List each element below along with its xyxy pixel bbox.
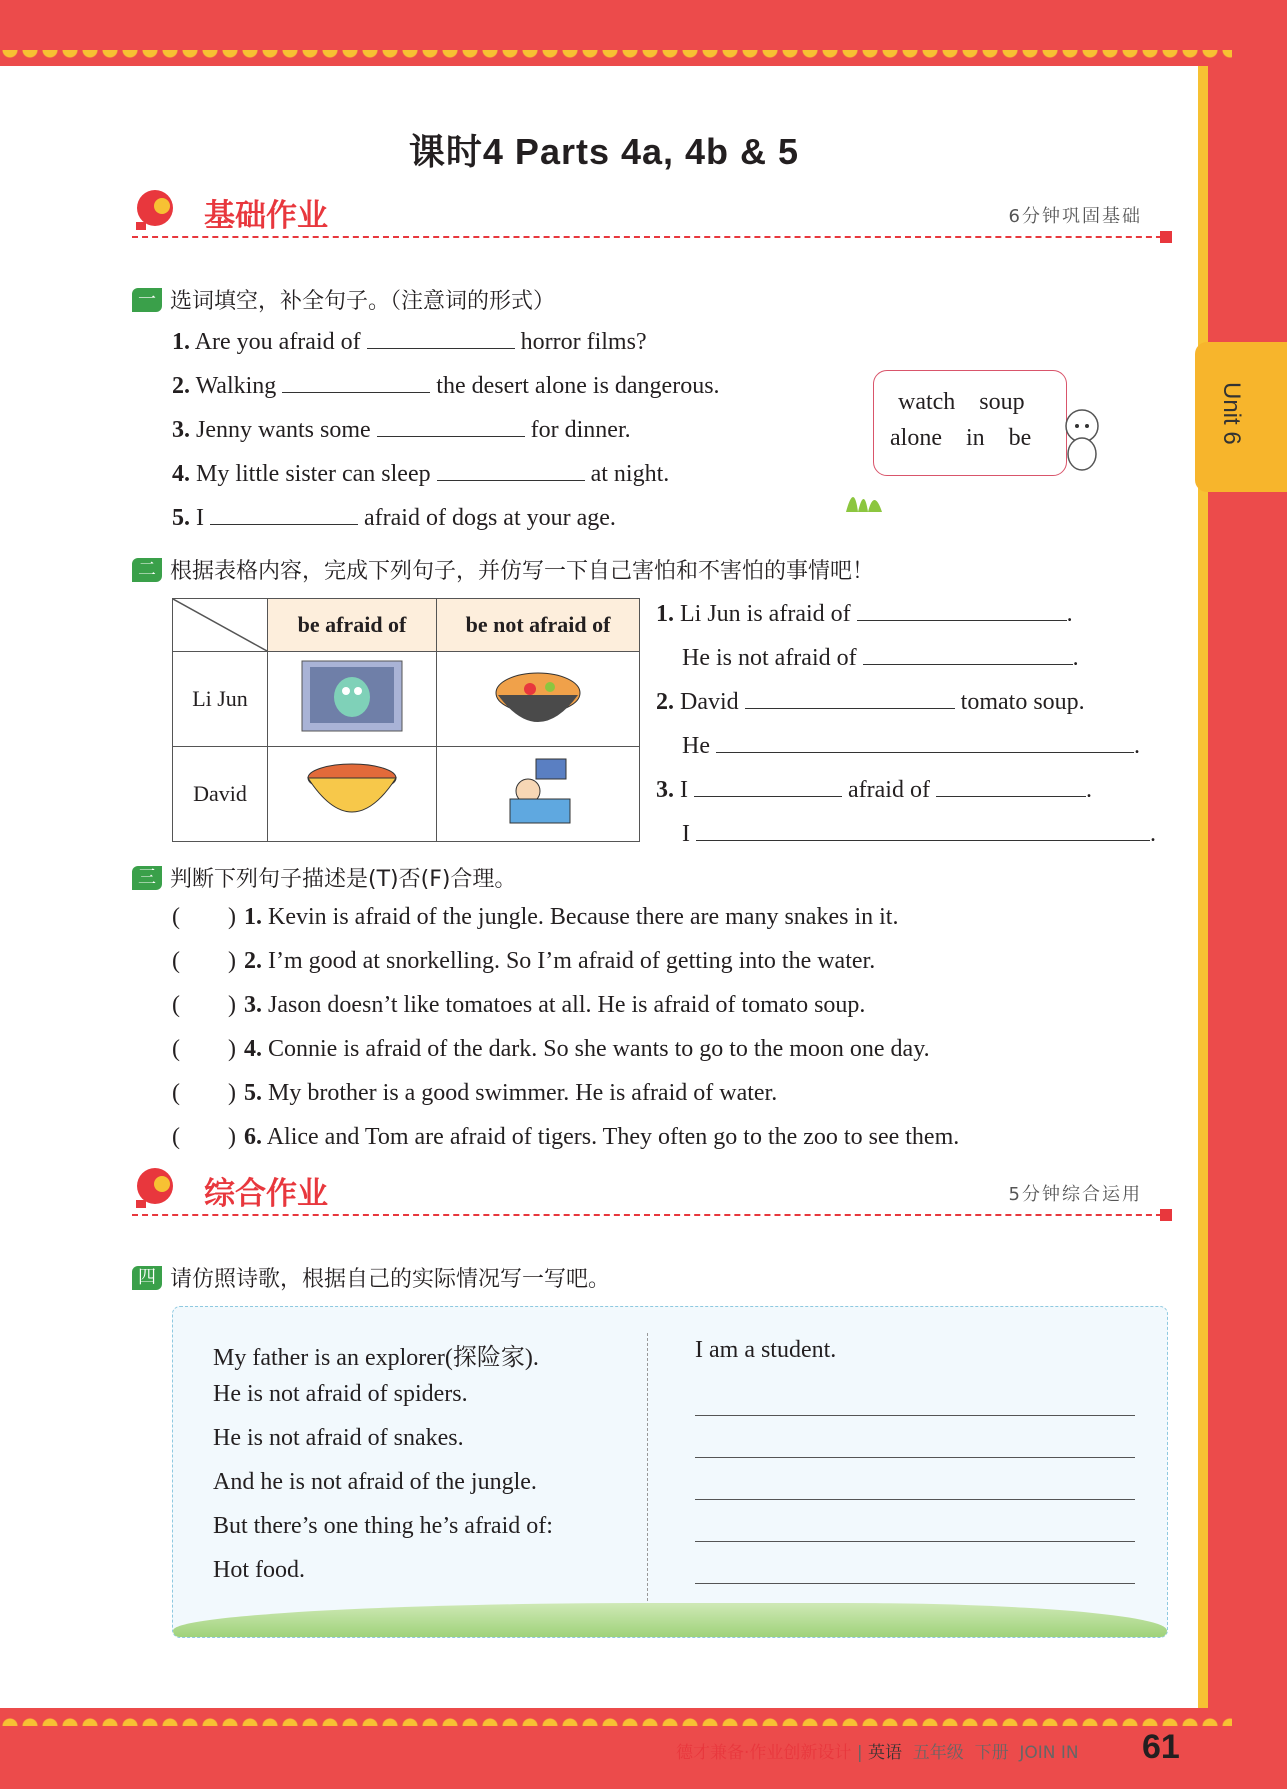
tf-item <box>172 1124 959 1151</box>
q-number: 2. <box>172 373 190 399</box>
footer <box>676 1738 1079 1763</box>
bell-icon <box>132 186 178 232</box>
answer-blank[interactable] <box>696 818 1150 841</box>
q-text: I <box>682 821 690 847</box>
q-number: 1. <box>244 904 262 930</box>
q-text: afraid of <box>848 777 930 803</box>
q-text: afraid of dogs at your age. <box>364 505 616 531</box>
s3b-line: I . <box>682 818 1156 848</box>
q3-line <box>172 414 631 444</box>
writing-line[interactable] <box>695 1415 1135 1416</box>
row-header: Li Jun <box>173 652 268 747</box>
answer-blank[interactable] <box>694 774 842 797</box>
q-number: 5. <box>172 505 190 531</box>
poem-box <box>172 1306 1168 1638</box>
fear-table <box>172 598 640 842</box>
q-number: 4. <box>244 1036 262 1062</box>
s2b-line: He . <box>682 730 1140 760</box>
table-cell <box>437 652 640 747</box>
q-number: 3. <box>244 992 262 1018</box>
q-text: I <box>196 505 204 531</box>
task-3-label <box>132 862 516 893</box>
footer-volume: 下册 <box>974 1743 1009 1763</box>
q-text: tomato soup. <box>960 689 1085 715</box>
q-text: I <box>680 777 688 803</box>
answer-blank[interactable] <box>437 458 585 481</box>
word-bank-row: alone in be <box>890 425 1032 451</box>
bottom-border <box>0 1708 1232 1726</box>
bell-icon <box>132 1164 178 1210</box>
task-number: 一 <box>132 288 162 312</box>
poem-line: And he is not afraid of the jungle. <box>213 1469 537 1495</box>
footer-grade: 五年级 <box>912 1743 964 1763</box>
poem-line: He is not afraid of spiders. <box>213 1381 468 1407</box>
footer-brand: 德才兼备·作业创新设计 <box>676 1743 852 1763</box>
task-4-label <box>132 1262 610 1293</box>
q4-line <box>172 458 669 488</box>
table-cell <box>268 652 437 747</box>
s1a-line: 1. Li Jun is afraid of . <box>656 598 1073 628</box>
answer-blank[interactable] <box>936 774 1086 797</box>
s1b-line: He is not afraid of . <box>682 642 1079 672</box>
food-bowl-icon <box>490 659 586 733</box>
q1-line <box>172 326 647 356</box>
task-instruction: 请仿照诗歌，根据自己的实际情况写一写吧。 <box>170 1267 611 1292</box>
q-text: Are you afraid of <box>194 329 361 355</box>
task-number: 二 <box>132 558 162 582</box>
footer-subject: 英语 <box>867 1743 902 1763</box>
footer-edition: JOIN IN <box>1019 1743 1079 1763</box>
answer-paren[interactable]: ( ) <box>172 992 236 1018</box>
writing-line[interactable] <box>695 1541 1135 1542</box>
dashed-divider <box>132 1214 1172 1216</box>
section-title: 综合作业 <box>204 1176 328 1212</box>
q2-line <box>172 370 720 400</box>
unit-tab-label: Unit 6 <box>1218 382 1245 445</box>
unit-tab <box>1195 342 1287 492</box>
answer-blank[interactable] <box>863 642 1073 665</box>
writing-line[interactable] <box>695 1499 1135 1500</box>
q-text: at night. <box>590 461 670 487</box>
task-2-label <box>132 554 874 585</box>
poem-start-line: I am a student. <box>695 1337 837 1363</box>
footer-separator: | <box>856 1743 863 1763</box>
answer-paren[interactable]: ( ) <box>172 1080 236 1106</box>
grass-icon <box>844 478 884 514</box>
tf-item <box>172 1036 930 1063</box>
q-text: He <box>682 733 710 759</box>
page-number: 61 <box>1142 1728 1180 1766</box>
answer-paren[interactable]: ( ) <box>172 948 236 974</box>
section-basic-header <box>132 186 1172 240</box>
tomato-soup-icon <box>304 756 400 826</box>
tf-item <box>172 992 865 1019</box>
table-corner <box>173 599 268 652</box>
diagonal-line <box>173 599 267 651</box>
tf-item <box>172 948 875 975</box>
column-divider <box>647 1333 648 1601</box>
q-text: Connie is afraid of the dark. So she wants to go to the moon one day. <box>268 1036 930 1062</box>
task-instruction: 根据表格内容，完成下列句子，并仿写一下自己害怕和不害怕的事情吧！ <box>170 559 875 584</box>
q-number: 3. <box>656 777 674 803</box>
table-header: be not afraid of <box>437 599 640 652</box>
writing-line[interactable] <box>695 1457 1135 1458</box>
q-text: He is not afraid of <box>682 645 857 671</box>
q5-line <box>172 502 616 532</box>
q-number: 6. <box>244 1124 262 1150</box>
word-bank-row: watch soup <box>898 389 1025 415</box>
q-text: Li Jun is afraid of <box>680 601 851 627</box>
section-note: 5分钟综合运用 <box>1008 1184 1142 1205</box>
worksheet-page <box>0 66 1208 1766</box>
q-text: My little sister can sleep <box>196 461 431 487</box>
answer-blank[interactable] <box>745 686 955 709</box>
q-number: 3. <box>172 417 190 443</box>
task-number: 三 <box>132 866 162 890</box>
answer-paren[interactable]: ( ) <box>172 1036 236 1062</box>
table-header: be afraid of <box>268 599 437 652</box>
q-text: Alice and Tom are afraid of tigers. They often go to the zoo to see them. <box>266 1124 960 1150</box>
poem-line: Hot food. <box>213 1557 305 1583</box>
q-text: the desert alone is dangerous. <box>436 373 720 399</box>
divider-end <box>1160 231 1172 243</box>
dashed-divider <box>132 236 1172 238</box>
s3a-line: 3. I afraid of . <box>656 774 1092 804</box>
word-bank <box>873 370 1067 476</box>
task-instruction: 选词填空，补全句子。（注意词的形式） <box>170 289 556 314</box>
task-instruction: 判断下列句子描述是(T)否(F)合理。 <box>170 867 517 892</box>
answer-blank[interactable] <box>282 370 430 393</box>
task-1-label <box>132 284 555 315</box>
q-text: horror films? <box>520 329 647 355</box>
answer-blank[interactable] <box>367 326 515 349</box>
q-number: 2. <box>656 689 674 715</box>
q-text: My brother is a good swimmer. He is afraid of water. <box>268 1080 778 1106</box>
answer-blank[interactable] <box>210 502 358 525</box>
q-number: 1. <box>172 329 190 355</box>
tf-item <box>172 1080 777 1107</box>
q-text: Jenny wants some <box>196 417 371 443</box>
poem-line: He is not afraid of snakes. <box>213 1425 464 1451</box>
poem-line: My father is an explorer(探险家). <box>213 1345 539 1371</box>
table-cell <box>268 747 437 842</box>
section-title: 基础作业 <box>204 198 328 234</box>
task-number: 四 <box>132 1266 162 1290</box>
q-number: 4. <box>172 461 190 487</box>
q-text: I’m good at snorkelling. So I’m afraid of getting into the water. <box>268 948 876 974</box>
poem-line: But there’s one thing he’s afraid of: <box>213 1513 553 1539</box>
q-number: 5. <box>244 1080 262 1106</box>
divider-end <box>1160 1209 1172 1221</box>
sleeping-boy-icon <box>500 755 576 827</box>
s2a-line <box>656 686 1085 716</box>
q-text: Walking <box>195 373 277 399</box>
monster-tv-icon <box>300 659 404 733</box>
writing-line[interactable] <box>695 1583 1135 1584</box>
q-text: Kevin is afraid of the jungle. Because there are many snakes in it. <box>268 904 899 930</box>
answer-blank[interactable] <box>857 598 1067 621</box>
section-comprehensive-header <box>132 1164 1172 1218</box>
answer-blank[interactable] <box>377 414 525 437</box>
answer-paren[interactable]: ( ) <box>172 904 236 930</box>
section-note: 6分钟巩固基础 <box>1008 206 1142 227</box>
q-text: Jason doesn’t like tomatoes at all. He is afraid of tomato soup. <box>268 992 866 1018</box>
answer-paren[interactable]: ( ) <box>172 1124 236 1150</box>
flower-meadow-decoration <box>173 1603 1167 1637</box>
q-number: 1. <box>656 601 674 627</box>
q-text: for dinner. <box>530 417 631 443</box>
sheep-icon <box>1058 404 1106 476</box>
q-number: 2. <box>244 948 262 974</box>
table-cell <box>437 747 640 842</box>
tf-item <box>172 904 898 931</box>
answer-blank[interactable] <box>716 730 1134 753</box>
page-title: 课时4 Parts 4a, 4b & 5 <box>408 131 800 172</box>
q-text: David <box>680 689 739 715</box>
row-header: David <box>173 747 268 842</box>
